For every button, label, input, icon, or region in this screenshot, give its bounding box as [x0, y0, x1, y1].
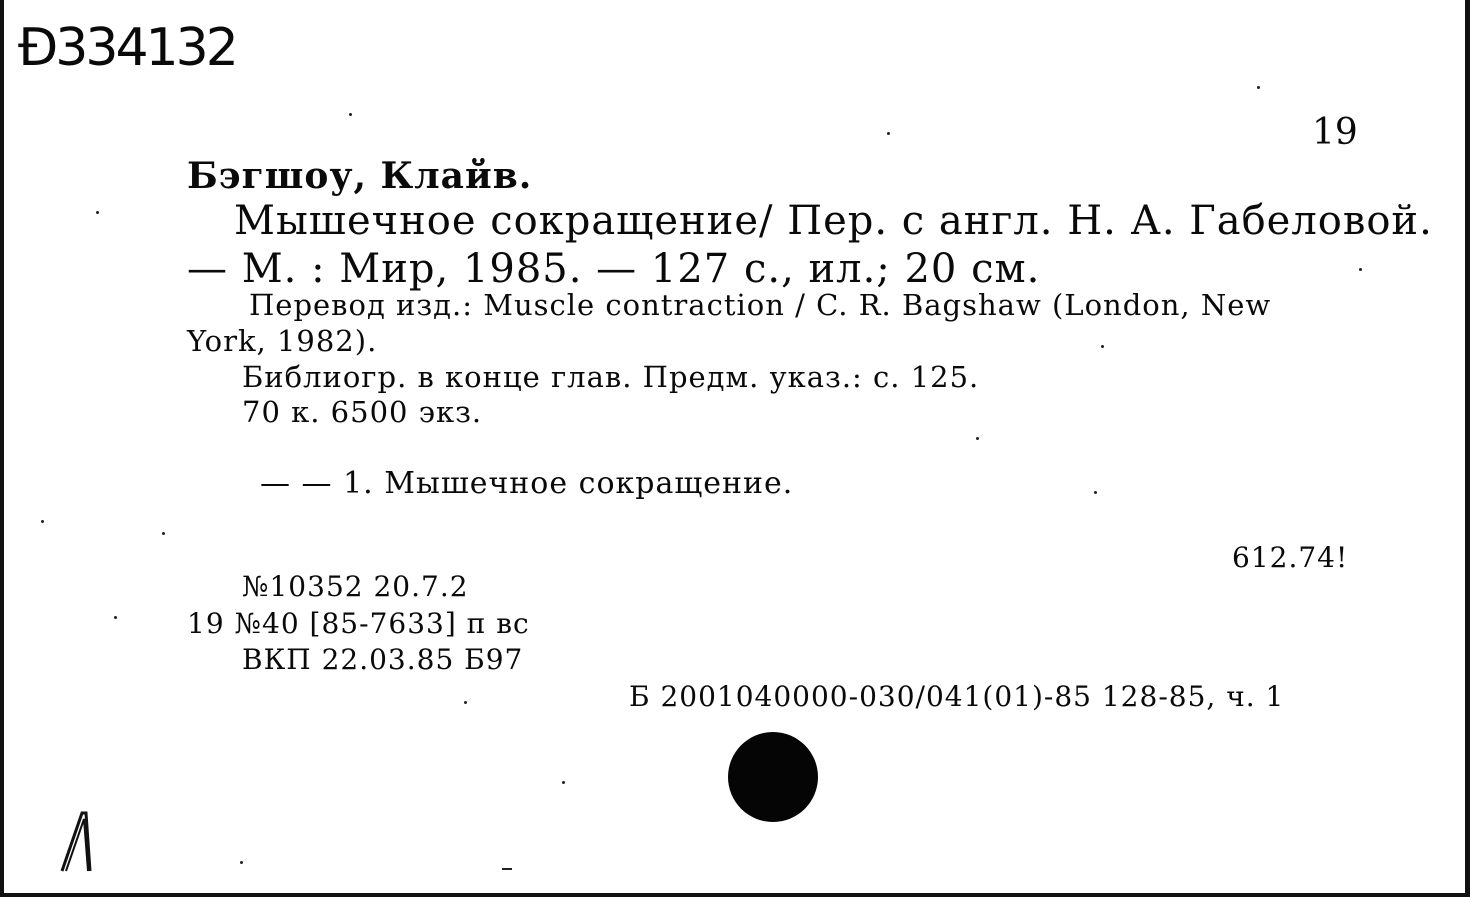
- bibliography-note: Библиогр. в конце глав. Предм. указ.: с. 125.: [242, 360, 980, 394]
- speck: [502, 868, 512, 870]
- speck: [162, 532, 165, 535]
- subject-heading: — — 1. Мышечное сокращение.: [260, 466, 794, 501]
- speck: [562, 781, 565, 784]
- translation-note-line-2: York, 1982).: [187, 324, 378, 358]
- call-number: Ð334132: [18, 18, 236, 78]
- registration-line-3: ВКП 22.03.85 Б97: [242, 643, 524, 676]
- speck: [887, 132, 890, 135]
- punch-hole-mark: [728, 732, 818, 822]
- speck: [1359, 268, 1362, 271]
- classification-number: 612.74!: [1232, 541, 1349, 574]
- speck: [96, 211, 99, 214]
- speck: [464, 701, 467, 704]
- registration-line-2: 19 №40 [85-7633] п вс: [187, 607, 530, 640]
- speck: [114, 616, 117, 619]
- speck: [349, 113, 352, 116]
- speck: [240, 861, 243, 864]
- title-statement: Мышечное сокращение/ Пер. с англ. Н. А. Габеловой.: [234, 198, 1433, 244]
- speck: [1257, 86, 1260, 89]
- card-number: 19: [1312, 112, 1358, 153]
- handwritten-stroke-mark: [56, 805, 116, 875]
- speck: [976, 437, 979, 440]
- speck: [41, 520, 44, 523]
- translation-note-line-1: Перевод изд.: Muscle contraction / C. R. Bagshaw (London, New: [249, 288, 1272, 322]
- price-and-print-run: 70 к. 6500 экз.: [242, 395, 483, 429]
- publisher-code-line: Б 2001040000-030/041(01)-85 128-85, ч. 1: [629, 680, 1285, 713]
- speck: [1094, 491, 1097, 494]
- speck: [1101, 345, 1104, 348]
- imprint-statement: — М. : Мир, 1985. — 127 с., ил.; 20 см.: [187, 246, 1041, 292]
- registration-line-1: №10352 20.7.2: [242, 570, 469, 603]
- author-heading: Бэгшоу, Клайв.: [187, 155, 533, 197]
